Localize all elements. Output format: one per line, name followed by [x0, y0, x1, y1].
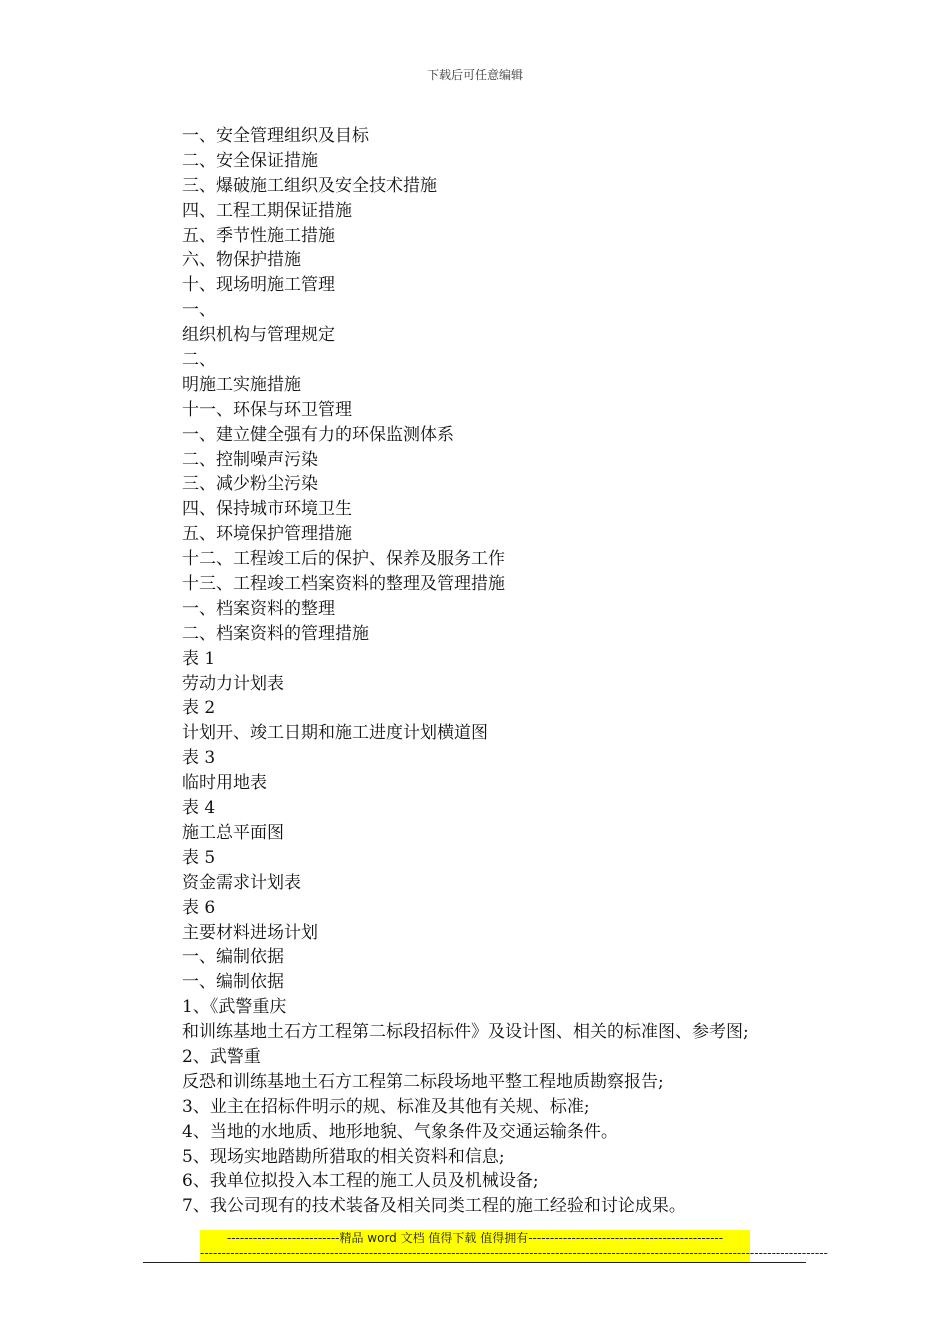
- text-line: 一、安全管理组织及目标: [182, 126, 369, 146]
- text-line: 临时用地表: [182, 773, 267, 794]
- text-line: 表 4: [182, 798, 216, 819]
- text-line: 五、环境保护管理措施: [182, 524, 352, 545]
- text-line: 4、当地的水地质、地形地貌、气象条件及交通运输条件。: [182, 1121, 618, 1142]
- text-line: 7、我公司现有的技术装备及相关同类工程的施工经验和讨论成果。: [182, 1196, 686, 1217]
- text-line: 和训练基地土石方工程第二标段招标件》及设计图、相关的标准图、参考图;: [182, 1022, 749, 1043]
- text-line: 一、: [182, 300, 216, 321]
- footer-divider: [143, 1262, 806, 1263]
- text-line: 6、我单位拟投入本工程的施工人员及机械设备;: [182, 1171, 539, 1192]
- text-line: 计划开、竣工日期和施工进度计划横道图: [182, 723, 488, 744]
- text-line: 表 3: [182, 748, 216, 769]
- text-line: 劳动力计划表: [182, 673, 284, 694]
- text-line: 二、档案资料的管理措施: [182, 623, 369, 644]
- text-line: 十、现场明施工管理: [182, 275, 335, 296]
- text-line: 四、保持城市环境卫生: [182, 499, 352, 520]
- text-line: 一、编制依据: [182, 972, 284, 993]
- text-line: 一、档案资料的整理: [182, 598, 335, 619]
- footer-banner-text: --------------------------精品 word 文档 值得下载 值得拥有---------------------------------------------: [226, 1231, 724, 1245]
- text-line: 十二、工程竣工后的保护、保养及服务工作: [182, 549, 505, 570]
- text-line: 组织机构与管理规定: [182, 325, 335, 346]
- text-line: 明施工实施措施: [182, 374, 301, 395]
- text-line: 资金需求计划表: [182, 872, 301, 893]
- text-line: 一、建立健全强有力的环保监测体系: [182, 424, 454, 445]
- text-line: 二、控制噪声污染: [182, 449, 318, 470]
- text-line: 2、武警重: [182, 1046, 261, 1067]
- text-line: 表 6: [182, 897, 216, 918]
- text-line: 1、《武警重庆: [182, 997, 287, 1018]
- text-line: 二、安全保证措施: [182, 150, 318, 171]
- text-line: 表 2: [182, 698, 216, 719]
- text-line: 三、减少粉尘污染: [182, 474, 318, 495]
- text-line: 表 5: [182, 847, 216, 868]
- text-line: 表 1: [182, 648, 216, 669]
- text-line: 十三、工程竣工档案资料的整理及管理措施: [182, 574, 505, 595]
- footer-banner: [200, 1230, 828, 1262]
- page-header: 下载后可任意编辑: [426, 68, 523, 82]
- text-line: 5、现场实地踏勘所猎取的相关资料和信息;: [182, 1146, 505, 1167]
- text-line: 一、编制依据: [182, 947, 284, 968]
- text-line: 主要材料进场计划: [182, 922, 318, 943]
- text-line: 施工总平面图: [182, 822, 284, 843]
- text-line: 四、工程工期保证措施: [182, 200, 352, 221]
- text-line: 五、季节性施工措施: [182, 225, 335, 246]
- document-body: [182, 124, 822, 1219]
- text-line: 二、: [182, 350, 216, 371]
- text-line: 反恐和训练基地土石方工程第二标段场地平整工程地质勘察报告;: [182, 1071, 664, 1092]
- footer-banner-dashes: -------------------------------------------------------------------------------------------------------------------------------------------------: [200, 1246, 828, 1260]
- text-line: 六、物保护措施: [182, 250, 301, 271]
- text-line: 3、业主在招标件明示的规、标准及其他有关规、标准;: [182, 1096, 590, 1117]
- text-line: 十一、环保与环卫管理: [182, 399, 352, 420]
- text-line: 三、爆破施工组织及安全技术措施: [182, 175, 437, 196]
